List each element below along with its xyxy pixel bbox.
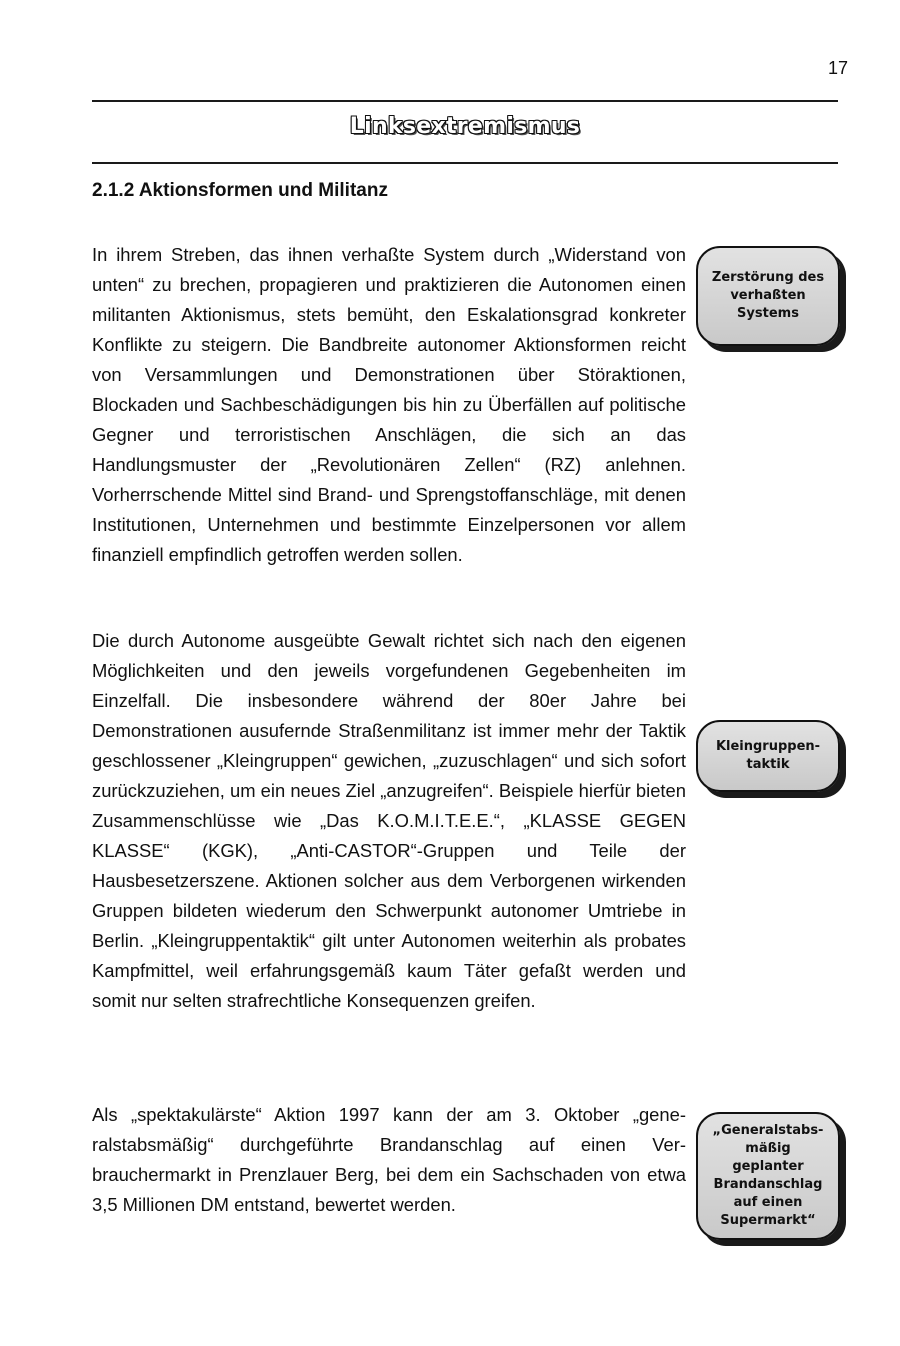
body-paragraph: Die durch Autonome ausgeübte Gewalt richtet sich nach den eigenen Möglichkeiten und den jeweils vorgefundenen Gegebenheiten im Einzelfall. Die insbesondere während der 80er Jahre bei Demonstrationen ausufernde Straßenmilitanz ist immer mehr der Taktik geschlossener „Kleingruppen“ gewichen, „zuzuschlagen“ und sich sofort zurückzuziehen, um ein neues Ziel „anzugreifen“. Beispiele hierfür bieten Zusammenschlüsse wie „Das K.O.M.I.T.E.E.“, „KLASSE GEGEN KLASSE“ (KGK), „Anti-CASTOR“-Gruppen und Teile der Hausbesetzerszene. Aktionen solcher aus dem Verborgenen wirkenden Gruppen bildeten wiederum den Schwerpunkt autonomer Umtriebe in Berlin. „Kleingruppentaktik“ gilt unter Autonomen weiterhin als probates Kampfmittel, weil erfahrungsgemäß kaum Täter gefaßt werden und somit nur selten strafrechtliche Konsequenzen greifen.: [92, 630, 686, 1011]
page-number: 17: [827, 58, 848, 78]
margin-note: Zerstörung des verhaßten Systems: [696, 246, 840, 346]
body-paragraph: Als „spektakulärste“ Aktion 1997 kann der am 3. Oktober „generalstabsmäßig“ durchgeführte Brandanschlag auf einen Verbrauchermarkt in Prenzlauer Berg, bei dem ein Sachschaden von etwa 3,5 Millionen DM entstand, bewertet werden.: [92, 1104, 686, 1215]
header-rule-bottom: [92, 162, 838, 164]
header-rule-top: [92, 100, 838, 102]
body-paragraph: In ihrem Streben, das ihnen verhaßte System durch „Widerstand von unten“ zu brechen, propagieren und praktizieren die Autonomen einen militanten Aktionismus, stets bemüht, den Eskalationsgrad konkreter Konflikte zu steigern. Die Bandbreite autonomer Aktionsformen reicht von Versammlungen und Demonstrationen über Störaktionen, Blockaden und Sachbeschädigungen bis hin zu Überfällen auf politische Gegner und terroristischen Anschlägen, die sich an das Handlungsmuster der „Revolutionären Zellen“ (RZ) anlehnen. Vorherrschende Mittel sind Brand- und Sprengstoffanschläge, mit denen Institutionen, Unternehmen und bestimmte Einzelpersonen vor allem finanziell empfindlich getroffen werden sollen.: [92, 244, 686, 565]
running-header: Linksextremismus: [349, 114, 581, 139]
section-heading: 2.1.2 Aktionsformen und Militanz: [92, 180, 388, 201]
margin-note: Kleingruppen- taktik: [696, 720, 840, 792]
margin-note: „Generalstabs- mäßig geplanter Brandanschlag auf einen Supermarkt“: [696, 1112, 840, 1240]
